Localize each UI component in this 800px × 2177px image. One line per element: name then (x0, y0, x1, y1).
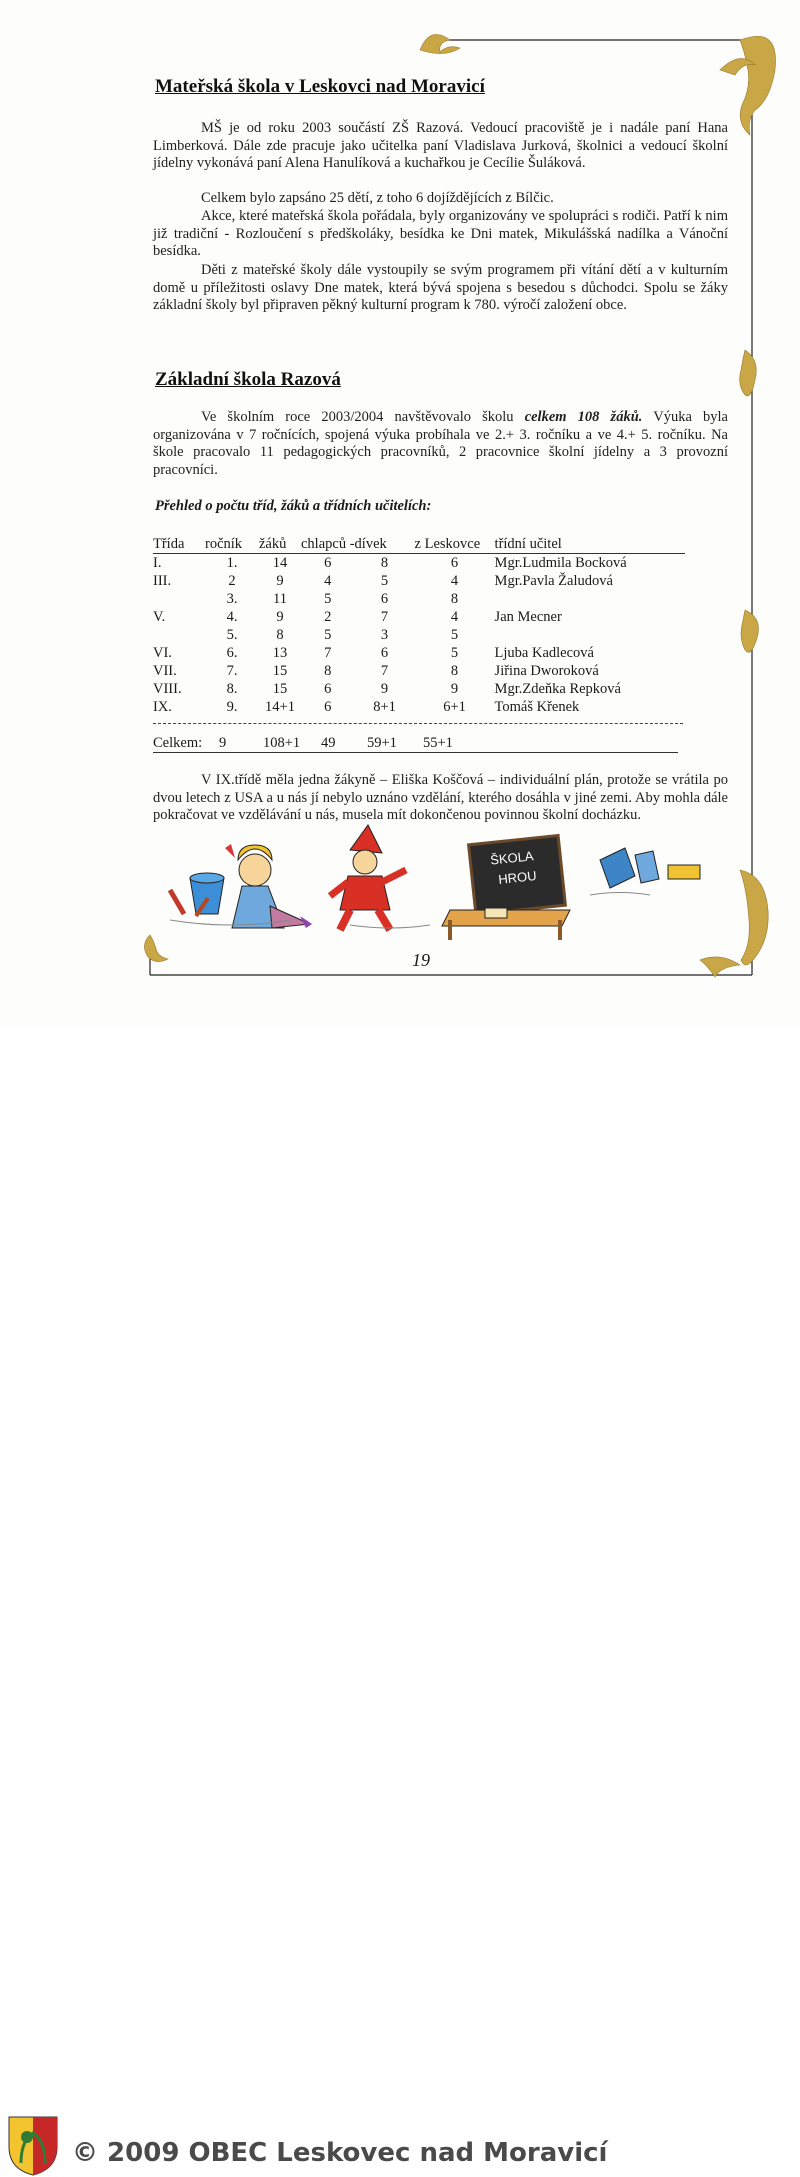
table-cell: Mgr.Zdeňka Repková (494, 681, 621, 697)
table-cell: 6 (450, 555, 459, 571)
column-header: Třída (153, 535, 205, 554)
table-cell: 8 (380, 555, 389, 571)
total-cell: 59+1 (367, 735, 397, 751)
paragraph: Děti z mateřské školy dále vystoupily se svým programem při vítání dětí a v kulturním domě u příležitosti oslavy Dne matek, která bývá spojena s besedou s důchodci. Spolu se žáky základní školy byl připraven pěkný kulturní program k 780. výročí založení obce. (153, 262, 728, 313)
doll-icon (225, 844, 312, 928)
table-cell: 8 (276, 627, 284, 643)
table-cell: 5 (324, 591, 332, 607)
table-cell: 6 (380, 591, 389, 607)
table-cell: 8+1 (373, 699, 396, 715)
table-cell: Ljuba Kadlecová (494, 645, 594, 661)
table-cell: Mgr.Pavla Žaludová (494, 573, 613, 589)
table-cell: 6 (324, 699, 332, 715)
coat-of-arms-icon (7, 2115, 59, 2177)
table-cell: IX. (153, 699, 172, 715)
school-illustration (150, 820, 750, 940)
total-cell: 9 (219, 735, 227, 751)
table-cell: 15 (272, 663, 288, 679)
table-row (153, 554, 685, 573)
table-cell (495, 626, 685, 644)
table-cell: 2 (228, 573, 236, 589)
column-header: chlapců - (301, 536, 355, 552)
paragraph: Akce, které mateřská škola pořádala, byly organizovány ve spolupráci s rodiči. Patří k nim již tradiční - Rozloučení s předškoláky, besídka ke Dni matek, Mikulášská nadílka a Vánoční besídka. (153, 208, 728, 259)
table-cell: VI. (153, 645, 172, 661)
table-cell: 3. (226, 591, 238, 607)
books-icon (600, 848, 700, 888)
dashed-divider (153, 723, 683, 724)
bucket-icon (170, 873, 224, 916)
table-cell: VIII. (153, 681, 182, 697)
table-cell: I. (153, 555, 162, 571)
page-number: 19 (412, 950, 430, 970)
table-cell: 7 (380, 663, 389, 679)
footer (0, 1055, 800, 2168)
table-cell: 5 (450, 645, 459, 661)
table-cell: 9 (380, 681, 389, 697)
table-cell: 8. (226, 681, 238, 697)
desk-icon (442, 908, 570, 940)
table-header-row (153, 535, 685, 554)
table-row (153, 608, 685, 626)
table-cell: V. (153, 609, 166, 625)
table-cell: 9 (276, 573, 284, 589)
table-cell: 5 (450, 627, 459, 643)
column-header: třídní učitel (495, 535, 685, 554)
table-cell: III. (153, 573, 172, 589)
table-row (153, 590, 685, 608)
table-cell: 7 (324, 645, 332, 661)
table-cell: 4. (226, 609, 238, 625)
table-cell: 6 (324, 681, 332, 697)
table-cell: 5 (380, 573, 389, 589)
table-cell: 4 (450, 573, 459, 589)
table-cell: 7. (226, 663, 238, 679)
table-cell: 6. (226, 645, 238, 661)
total-underline (153, 752, 678, 753)
table-cell: Mgr.Ludmila Bocková (494, 555, 627, 571)
table-cell: 3 (380, 627, 389, 643)
table-cell: Jan Mecner (494, 609, 562, 625)
table-cell: 4 (324, 573, 332, 589)
column-header: dívek (355, 535, 415, 554)
paragraph: Ve školním roce 2003/2004 navštěvovalo školu celkem 108 žáků. Výuka byla organizována v 7 ročnících, spojená výuka probíhala ve 2.+ 3. ročníku a ve 4.+ 5. ročníku. Na škole pracovalo 11 pedagogických pracovníků, 2 pracovnice školní jídelny a 3 provozní pracovníci. (153, 409, 728, 478)
board-text: HROU (497, 868, 538, 887)
table-cell: 6 (380, 645, 389, 661)
table-cell: 4 (450, 609, 459, 625)
table-caption: Přehled o počtu tříd, žáků a třídních učitelích: (155, 498, 432, 514)
total-cell: 49 (321, 735, 336, 751)
table-cell: 9 (450, 681, 459, 697)
table-cell: 14 (272, 555, 288, 571)
total-row (153, 735, 473, 752)
table-cell: 11 (273, 591, 287, 607)
section-title-kindergarten: Mateřská škola v Leskovci nad Moravicí (155, 76, 485, 97)
table-cell: 8 (324, 663, 332, 679)
paragraph: Celkem bylo zapsáno 25 dětí, z toho 6 dojíždějících z Bílčic. (201, 190, 554, 206)
table-cell: 13 (272, 645, 288, 661)
total-cell: 55+1 (423, 735, 453, 751)
paragraph: MŠ je od roku 2003 součástí ZŠ Razová. Vedoucí pracoviště je i nadále paní Hana Limberková. Dále zde pracuje jako učitelka paní Vladislava Jurková, školnici a vedoucí školní jídelny vykonává paní Alena Hanulíková a kuchařkou je Cecílie Šuláková. (153, 120, 728, 171)
chalkboard-icon (469, 835, 566, 914)
table-cell: 9 (276, 609, 284, 625)
class-overview-table (153, 535, 685, 716)
table-cell: 8 (450, 663, 459, 679)
table-cell: 6 (324, 555, 332, 571)
table-cell: 15 (272, 681, 288, 697)
table-row (153, 662, 685, 680)
table-cell: 2 (324, 609, 332, 625)
table-row (153, 644, 685, 662)
copyright-text: © 2009 OBEC Leskovec nad Moravicí (72, 2138, 608, 2168)
board-text: ŠKOLA (489, 848, 535, 868)
table-row (153, 572, 685, 590)
table-cell (495, 590, 685, 608)
table-cell: Jiřina Dworoková (494, 663, 599, 679)
table-cell: 6+1 (443, 699, 466, 715)
total-label: Celkem: (153, 735, 203, 751)
table-row (153, 626, 685, 644)
table-cell: VII. (153, 663, 177, 679)
gnome-toy-icon (330, 825, 406, 930)
table-cell: 9. (226, 699, 238, 715)
table-cell: 14+1 (265, 699, 295, 715)
table-cell: 1. (226, 555, 238, 571)
column-header: ročník (205, 535, 259, 554)
scanned-page (0, 0, 800, 1025)
paragraph: V IX.třídě měla jedna žákyně – Eliška Koščová – individuální plán, protože se vrátila po dvou letech z USA a u nás jí nebylo uznáno vzdělání, kterého dosáhla v jiné zemi. Aby mohla dále pokračovat ve vzdělávání u nás, musela mít dokončenou povinnou školní docházku. (153, 772, 728, 823)
table-row (153, 680, 685, 698)
table-cell: 7 (380, 609, 389, 625)
table-cell: Tomáš Křenek (494, 699, 580, 715)
table-row (153, 698, 685, 716)
table-cell (153, 626, 205, 644)
table-cell: 5. (226, 627, 238, 643)
table-cell (153, 590, 205, 608)
column-header: z Leskovce (415, 535, 495, 554)
section-title-primary-school: Základní škola Razová (155, 369, 341, 390)
table-cell: 8 (450, 591, 459, 607)
column-header: žáků (259, 535, 301, 554)
total-cell: 108+1 (263, 735, 301, 751)
table-cell: 5 (324, 627, 332, 643)
